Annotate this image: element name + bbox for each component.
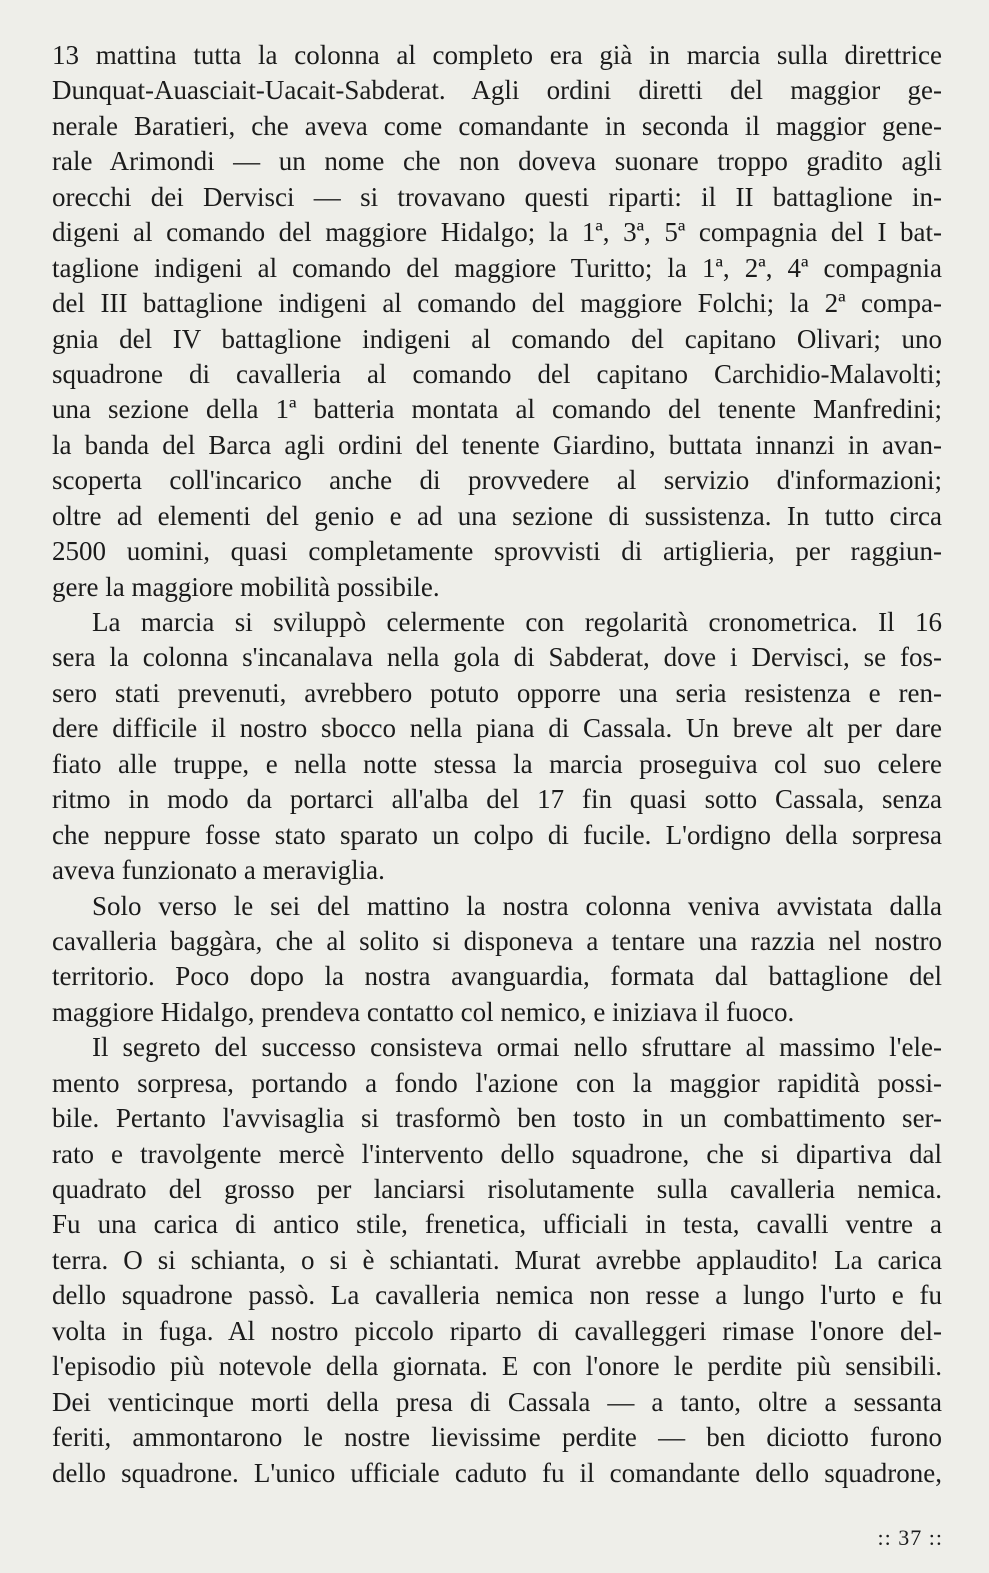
text-line: dello squadrone passò. La cavalleria nemica non resse a lungo l'urto e fu xyxy=(52,1280,942,1311)
text-line: terra. O si schianta, o si è schiantati. Murat avrebbe applaudito! La carica xyxy=(52,1244,942,1275)
text-line: 2500 uomini, quasi completamente sprovvisti di artiglieria, per raggiun- xyxy=(52,536,942,567)
page-number: :: 37 :: xyxy=(877,1525,943,1550)
text-line: squadrone di cavalleria al comando del capitano Carchidio-Malavolti; xyxy=(52,358,942,389)
text-line: la banda del Barca agli ordini del tenente Giardino, buttata innanzi in avan- xyxy=(52,429,942,460)
text-line: ritmo in modo da portarci all'alba del 17 fin quasi sotto Cassala, senza xyxy=(52,784,942,815)
text-line: quadrato del grosso per lanciarsi risolutamente sulla cavalleria nemica. xyxy=(52,1174,942,1204)
text-line: dello squadrone. L'unico ufficiale caduto fu il comandante dello squadrone, xyxy=(52,1457,942,1488)
text-line: rato e travolgente mercè l'intervento dello squadrone, che si dipartiva dal xyxy=(52,1138,942,1169)
body-text xyxy=(52,38,942,1491)
text-line: sera la colonna s'incanalava nella gola di Sabderat, dove i Dervisci, se fos- xyxy=(52,642,942,673)
text-line: oltre ad elementi del genio e ad una sezione di sussistenza. In tutto circa xyxy=(52,500,942,531)
text-line: bile. Pertanto l'avvisaglia si trasformò ben tosto in un combattimento ser- xyxy=(52,1103,942,1134)
text-line: sero stati prevenuti, avrebbero potuto opporre una seria resistenza e ren- xyxy=(52,677,942,708)
text-line: La marcia si sviluppò celermente con regolarità cronometrica. Il 16 xyxy=(92,607,942,637)
text-line: Dunquat-Auasciait-Uacait-Sabderat. Agli ordini diretti del maggior ge- xyxy=(52,75,942,106)
text-line: Fu una carica di antico stile, frenetica, ufficiali in testa, cavalli ventre a xyxy=(52,1209,942,1240)
text-line: mento sorpresa, portando a fondo l'azione con la maggior rapidità possi- xyxy=(52,1067,942,1098)
text-line: feriti, ammontarono le nostre lievissime perdite — ben diciotto furono xyxy=(52,1422,942,1453)
text-line: gere la maggiore mobilità possibile. xyxy=(52,571,440,602)
text-line: taglione indigeni al comando del maggiore Turitto; la 1ª, 2ª, 4ª compagnia xyxy=(52,252,942,283)
text-line: cavalleria baggàra, che al solito si disponeva a tentare una razzia nel nostro xyxy=(52,925,942,956)
text-line: Solo verso le sei del mattino la nostra colonna veniva avvistata dalla xyxy=(92,890,942,921)
text-line: maggiore Hidalgo, prendeva contatto col nemico, e iniziava il fuoco. xyxy=(52,996,795,1027)
text-line: nerale Baratieri, che aveva come comandante in seconda il maggior gene- xyxy=(52,110,942,141)
text-line: dere difficile il nostro sbocco nella piana di Cassala. Un breve alt per dare xyxy=(52,713,942,744)
text-line: del III battaglione indigeni al comando del maggiore Folchi; la 2ª compa- xyxy=(52,288,942,319)
text-line: che neppure fosse stato sparato un colpo di fucile. L'ordigno della sorpresa xyxy=(52,819,942,850)
text-line: Il segreto del successo consisteva ormai nello sfruttare al massimo l'ele- xyxy=(92,1032,942,1063)
text-line: rale Arimondi — un nome che non doveva suonare troppo gradito agli xyxy=(52,146,942,177)
text-line: fiato alle truppe, e nella notte stessa la marcia proseguiva col suo celere xyxy=(52,748,942,779)
text-line: l'episodio più notevole della giornata. E con l'onore le perdite più sensibili. xyxy=(52,1351,942,1382)
text-line: volta in fuga. Al nostro piccolo riparto di cavalleggeri rimase l'onore del- xyxy=(52,1315,942,1346)
text-line: Dei venticinque morti della presa di Cassala — a tanto, oltre a sessanta xyxy=(52,1386,942,1417)
text-line: una sezione della 1ª batteria montata al comando del tenente Manfredini; xyxy=(52,394,942,425)
text-line: digeni al comando del maggiore Hidalgo; la 1ª, 3ª, 5ª compagnia del I bat- xyxy=(52,217,942,248)
text-line: aveva funzionato a meraviglia. xyxy=(52,855,385,886)
text-line: 13 mattina tutta la colonna al completo era già in marcia sulla direttrice xyxy=(52,40,942,70)
text-line: territorio. Poco dopo la nostra avanguardia, formata dal battaglione del xyxy=(52,961,942,992)
text-line: orecchi dei Dervisci — si trovavano questi riparti: il II battaglione in- xyxy=(52,181,942,212)
text-line: scoperta coll'incarico anche di provvedere al servizio d'informazioni; xyxy=(52,465,942,496)
text-line: gnia del IV battaglione indigeni al comando del capitano Olivari; uno xyxy=(52,323,942,354)
